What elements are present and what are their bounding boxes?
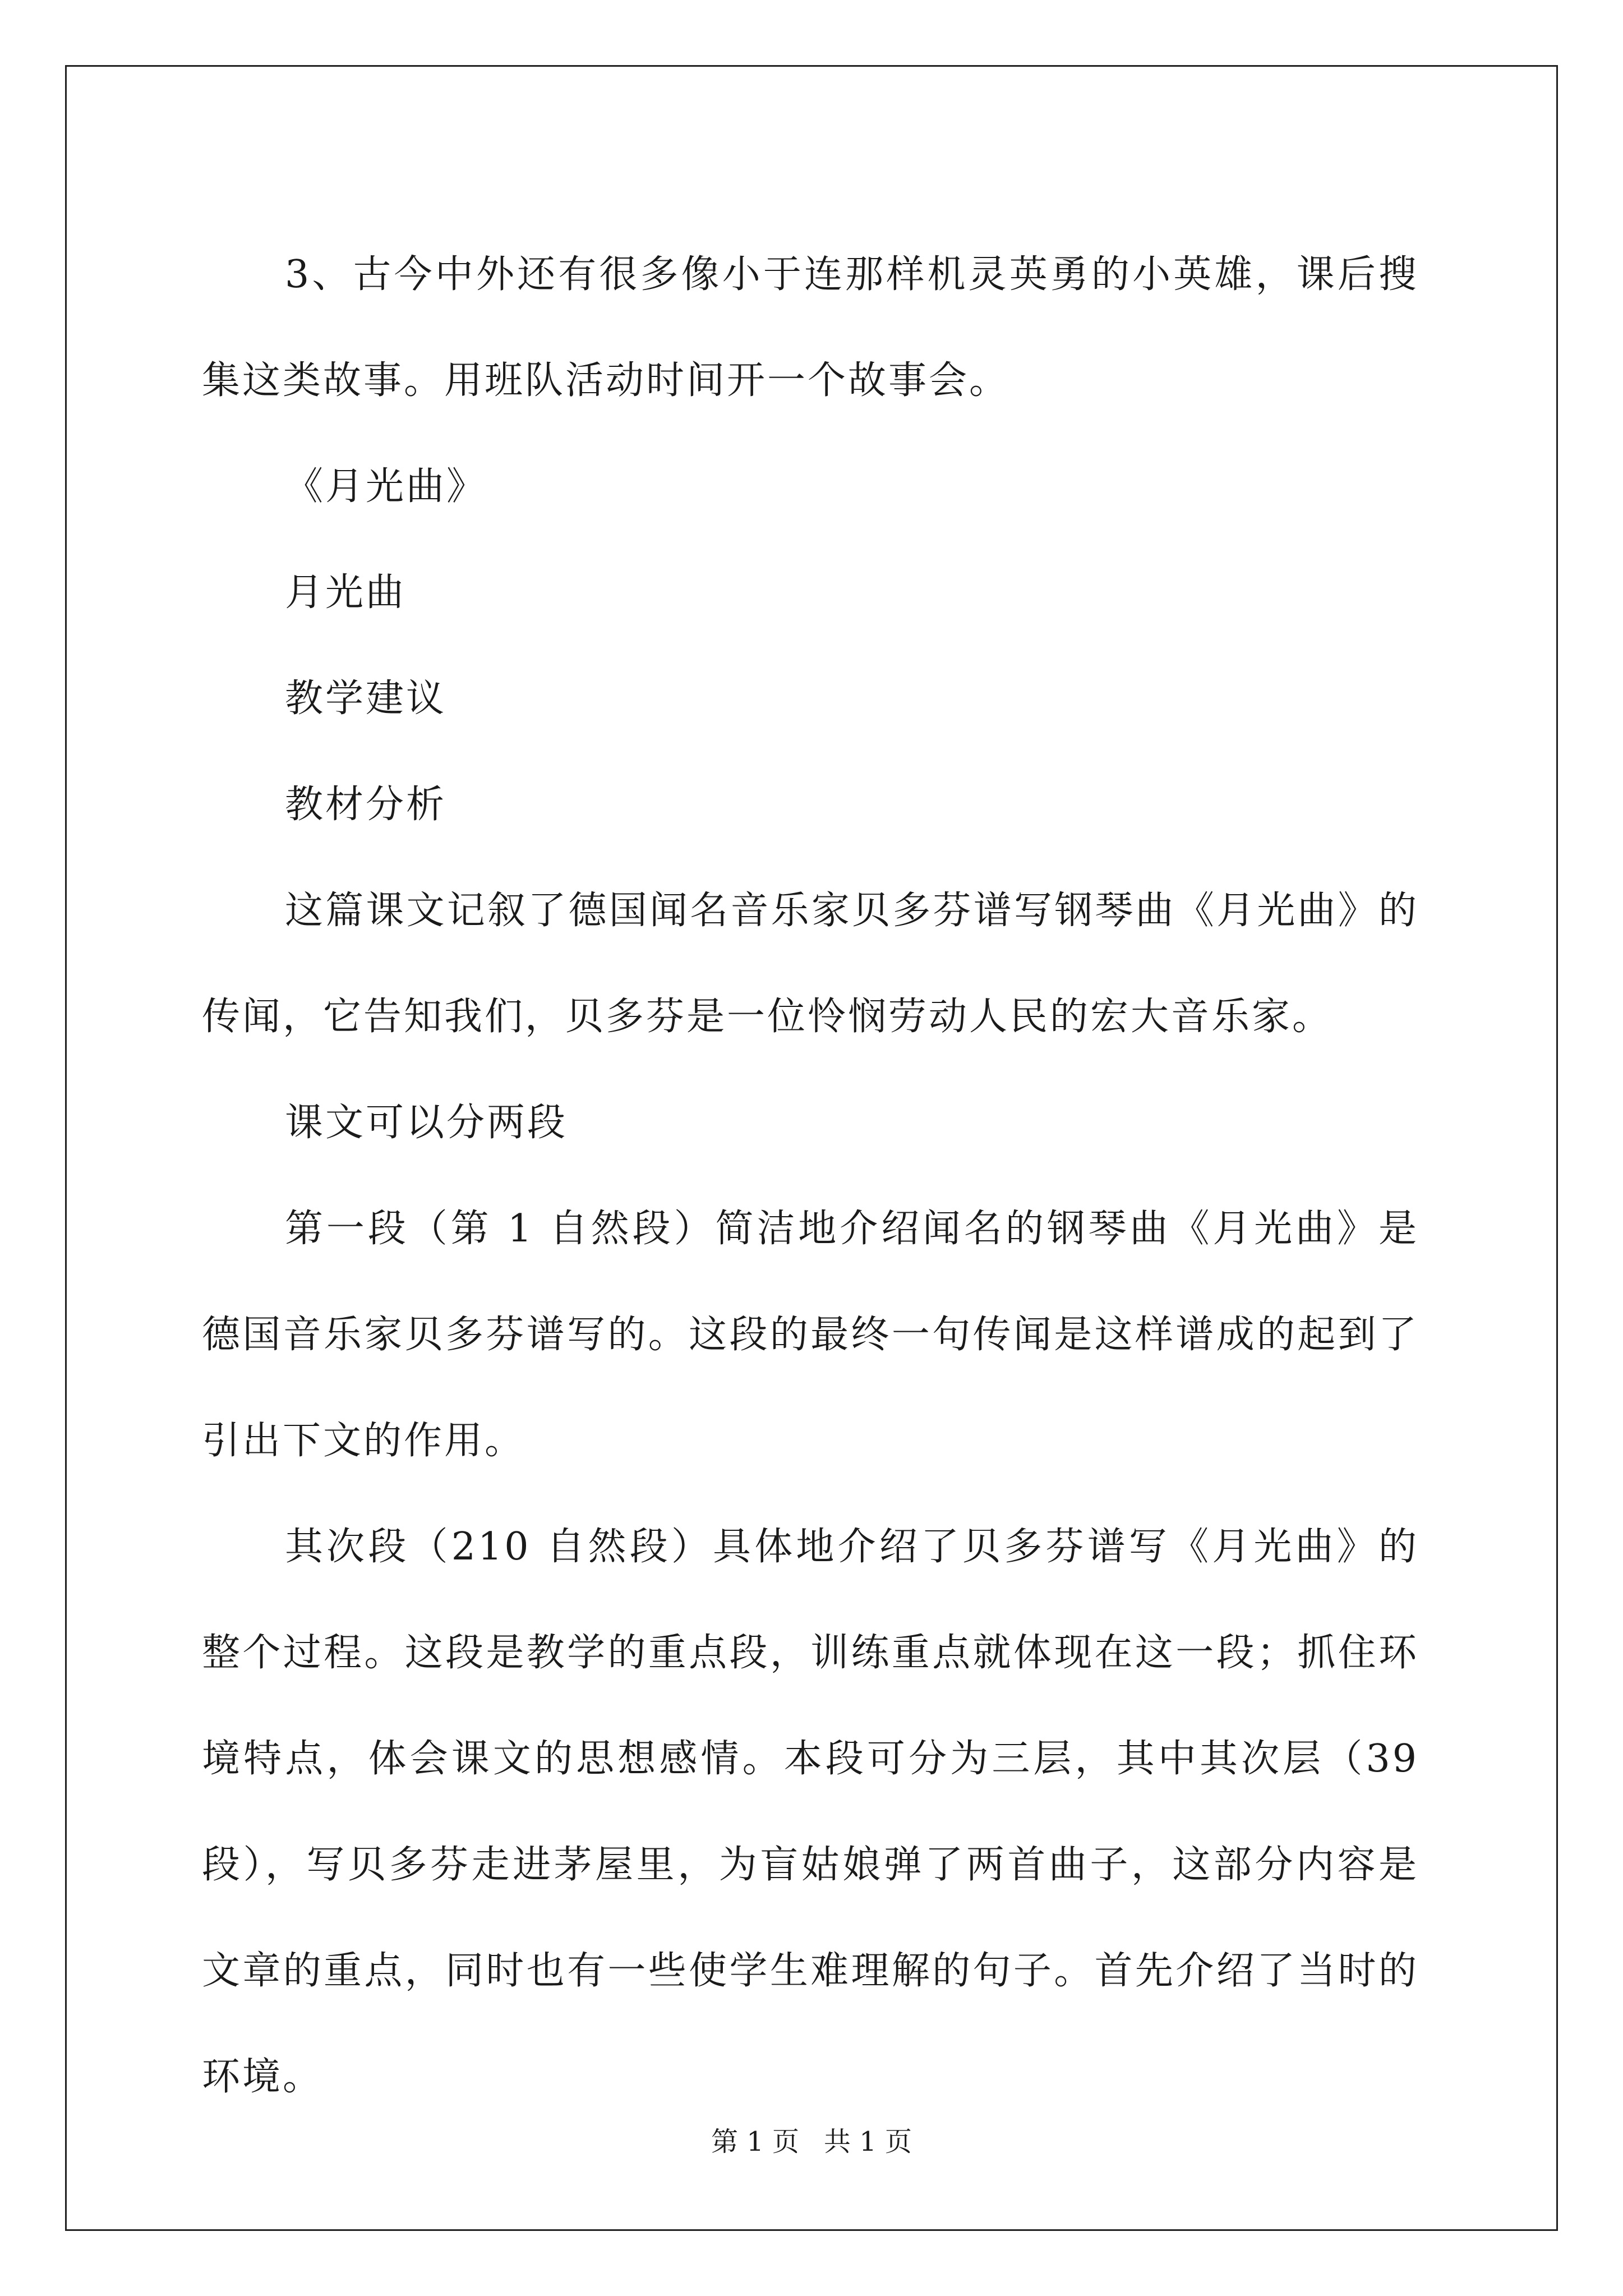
heading-material-analysis: 教材分析 bbox=[285, 783, 447, 827]
title-moonlight-sonata: 《月光曲》 bbox=[285, 464, 487, 509]
page-footer bbox=[0, 2125, 1623, 2159]
page-number-total: 共 1 页 bbox=[824, 2126, 912, 2157]
page-number-current: 第 1 页 bbox=[711, 2126, 799, 2157]
paragraph-summary: 这篇课文记叙了德国闻名音乐家贝多芬谱写钢琴曲《月光曲》的传闻，它告知我们，贝多芬是一位怜悯劳动人民的宏大音乐家。 bbox=[202, 889, 1419, 1039]
heading-teaching-suggestions: 教学建议 bbox=[285, 677, 447, 721]
document-body bbox=[202, 222, 1419, 2130]
subtitle-moonlight-sonata: 月光曲 bbox=[285, 570, 407, 615]
paragraph-story-meeting: 3、古今中外还有很多像小于连那样机灵英勇的小英雄，课后搜集这类故事。用班队活动时间开一个故事会。 bbox=[202, 252, 1419, 403]
heading-two-sections: 课文可以分两段 bbox=[285, 1101, 568, 1145]
paragraph-section-one: 第一段（第 1 自然段）简洁地介绍闻名的钢琴曲《月光曲》是德国音乐家贝多芬谱写的。这段的最终一句传闻是这样谱成的起到了引出下文的作用。 bbox=[202, 1207, 1419, 1463]
paragraph-section-two: 其次段（210 自然段）具体地介绍了贝多芬谱写《月光曲》的整个过程。这段是教学的重点段，训练重点就体现在这一段；抓住环境特点，体会课文的思想感情。本段可分为三层，其中其次层（39 段），写贝多芬走进茅屋里，为盲姑娘弹了两首曲子，这部分内容是文章的重点，同时也有一些使学生难理解的句子。首先介绍了当时的环境。 bbox=[202, 1525, 1419, 2099]
